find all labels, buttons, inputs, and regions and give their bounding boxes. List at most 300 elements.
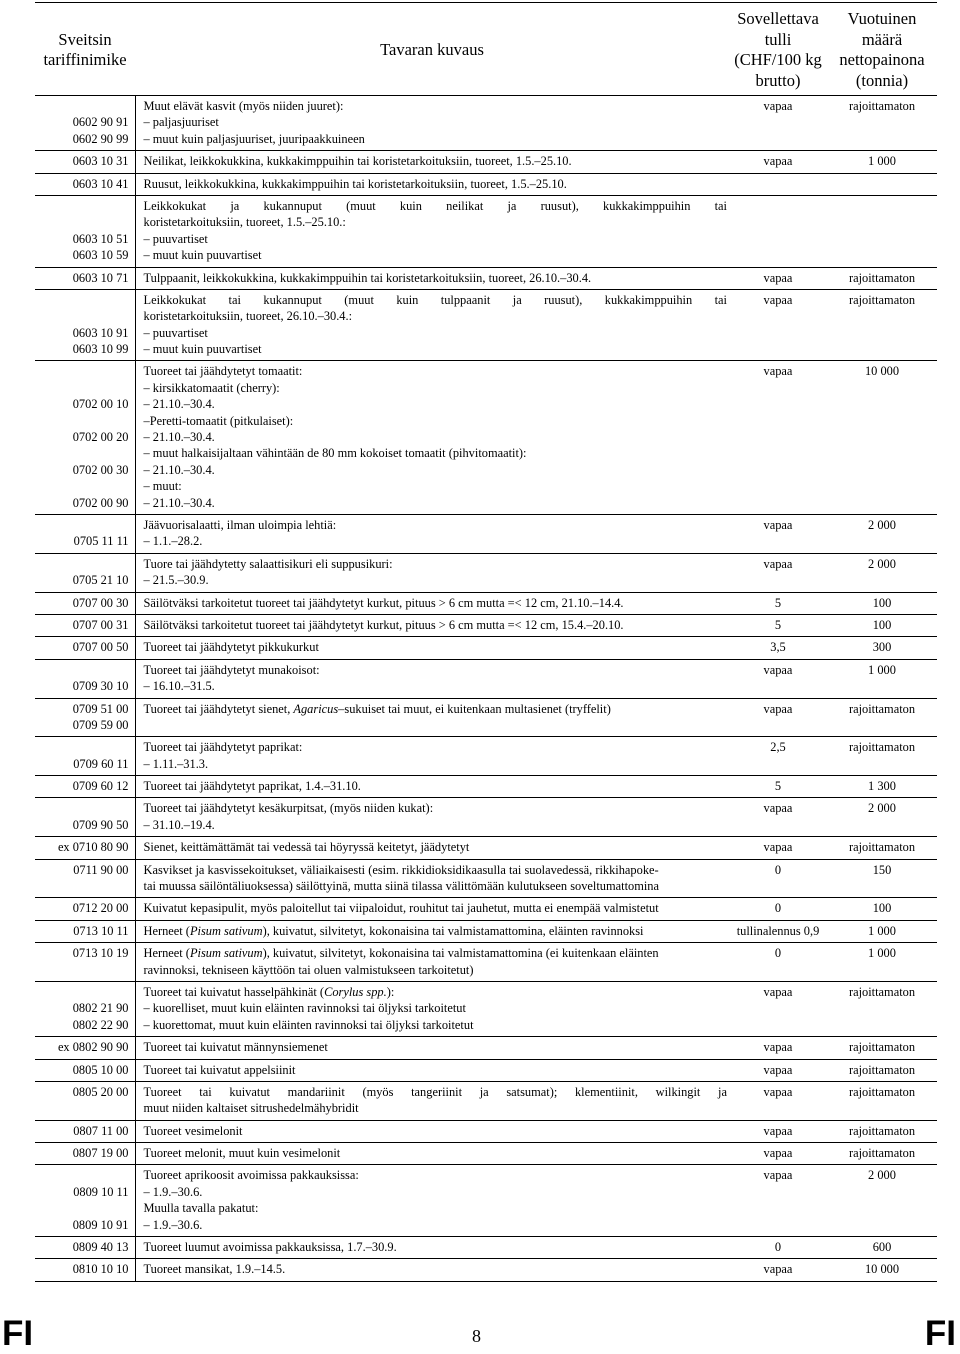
tariff-code: 0603 10 99 bbox=[72, 342, 129, 357]
duty-value-cell bbox=[729, 361, 827, 515]
duty-value-cell bbox=[729, 553, 827, 592]
quantity-value bbox=[829, 198, 935, 214]
quantity-value: 1 000 bbox=[868, 923, 896, 938]
duty-value-cell bbox=[729, 1237, 827, 1259]
tariff-code-cell bbox=[35, 637, 135, 659]
description-line-cell bbox=[135, 659, 729, 698]
duty-value bbox=[731, 176, 825, 192]
quantity-value-cell bbox=[827, 943, 937, 982]
quantity-value-cell bbox=[827, 737, 937, 776]
description-line-cell bbox=[135, 553, 729, 592]
tariff-code: 0809 40 13 bbox=[72, 1240, 129, 1255]
tariff-code-cell bbox=[35, 1259, 135, 1281]
tariff-code-cell bbox=[35, 1120, 135, 1142]
tariff-code-cell bbox=[35, 553, 135, 592]
quantity-value-cell bbox=[827, 837, 937, 859]
description-line-cell bbox=[135, 837, 729, 859]
tariff-code: 0603 10 59 bbox=[72, 248, 129, 263]
quantity-value: 10 000 bbox=[864, 364, 900, 379]
table-body bbox=[35, 96, 937, 1282]
quantity-value-cell bbox=[827, 173, 937, 195]
description-line: Tuoreet tai kuivatut hasselpähkinät (Corylus spp.): bbox=[143, 984, 395, 999]
table-row bbox=[35, 943, 937, 982]
quantity-value: rajoittamaton bbox=[848, 99, 916, 113]
description-line: Tuoreet tai jäähdytetyt sienet, Agaricus–sukuiset tai muut, ei kuitenkaan multasienet (tryffelit) bbox=[143, 701, 611, 716]
description-line: Tuoreet aprikoosit avoimissa pakkauksissa: bbox=[143, 1168, 359, 1183]
description-line: – paljasjuuriset bbox=[143, 115, 219, 130]
quantity-value: 2 000 bbox=[868, 556, 896, 571]
description-line-cell bbox=[135, 776, 729, 798]
description-line-cell bbox=[135, 737, 729, 776]
tariff-code: 0709 59 00 bbox=[72, 717, 129, 732]
quantity-value-cell bbox=[827, 1259, 937, 1281]
tariff-code bbox=[37, 984, 129, 1000]
table-row bbox=[35, 592, 937, 614]
duty-value: 5 bbox=[774, 617, 782, 632]
duty-value-cell bbox=[729, 614, 827, 636]
quantity-value-cell bbox=[827, 514, 937, 553]
quantity-value-cell bbox=[827, 659, 937, 698]
table-row bbox=[35, 1037, 937, 1059]
tariff-code: 0713 10 19 bbox=[72, 946, 129, 961]
tariff-code-cell bbox=[35, 614, 135, 636]
table-header bbox=[35, 3, 937, 96]
description-line-cell bbox=[135, 898, 729, 920]
description-line-cell bbox=[135, 637, 729, 659]
table-row bbox=[35, 1259, 937, 1281]
tariff-code bbox=[37, 413, 129, 429]
table-row bbox=[35, 1143, 937, 1165]
tariff-code-cell bbox=[35, 1165, 135, 1237]
description-line-cell bbox=[135, 592, 729, 614]
tariff-code: 0602 90 99 bbox=[72, 131, 129, 146]
description-line: – 1.11.–31.3. bbox=[143, 756, 209, 771]
description-line: Tuoreet tai jäähdytetyt paprikat, 1.4.–31.10. bbox=[143, 779, 361, 794]
quantity-value-cell bbox=[827, 1081, 937, 1120]
tariff-code: 0712 20 00 bbox=[72, 901, 129, 916]
description-line-cell bbox=[135, 1237, 729, 1259]
description-line-cell bbox=[135, 1165, 729, 1237]
tariff-code: 0805 20 00 bbox=[72, 1084, 129, 1099]
duty-value: 0 bbox=[774, 862, 782, 877]
description-line: – 16.10.–31.5. bbox=[143, 679, 215, 694]
table-row bbox=[35, 361, 937, 515]
description-line-cell bbox=[135, 195, 729, 267]
duty-value: 5 bbox=[774, 779, 782, 794]
quantity-value-cell bbox=[827, 1143, 937, 1165]
tariff-code-cell bbox=[35, 173, 135, 195]
duty-value-cell bbox=[729, 173, 827, 195]
description-line: koristetarkoituksiin, tuoreet, 26.10.–30.4.: bbox=[143, 309, 353, 324]
quantity-value-cell bbox=[827, 195, 937, 267]
description-line: Herneet (Pisum sativum), kuivatut, silvitetyt, kokonaisina tai valmistamattomina, eläinten ravinnoksi bbox=[143, 923, 644, 938]
duty-value: vapaa bbox=[763, 1262, 793, 1277]
description-line: – 21.5.–30.9. bbox=[143, 573, 209, 588]
duty-value: vapaa bbox=[763, 556, 793, 571]
page-number: 8 bbox=[472, 1326, 481, 1346]
table-row bbox=[35, 659, 937, 698]
tariff-code-cell bbox=[35, 361, 135, 515]
description-line: Tuoreet tai jäähdytetyt kesäkurpitsat, (myös niiden kukat): bbox=[143, 801, 434, 816]
duty-value: vapaa bbox=[763, 662, 793, 677]
description-line-cell bbox=[135, 151, 729, 173]
tariff-code-cell bbox=[35, 898, 135, 920]
tariff-code bbox=[37, 662, 129, 678]
description-line: – kuorelliset, muut kuin eläinten ravinnoksi tai öljyksi tarkoitetut bbox=[143, 1001, 466, 1016]
tariff-code bbox=[37, 800, 129, 816]
tariff-code-cell bbox=[35, 776, 135, 798]
tariff-code: 0602 90 91 bbox=[72, 115, 129, 130]
duty-value: vapaa bbox=[763, 154, 793, 169]
duty-value-cell bbox=[729, 737, 827, 776]
quantity-value-cell bbox=[827, 1120, 937, 1142]
tariff-code: 0802 22 90 bbox=[72, 1017, 129, 1032]
quantity-value: 10 000 bbox=[864, 1262, 900, 1277]
tariff-code: 0702 00 90 bbox=[72, 495, 129, 510]
duty-value: vapaa bbox=[763, 701, 793, 716]
description-line: Muut elävät kasvit (myös niiden juuret): bbox=[143, 99, 344, 113]
quantity-value: 100 bbox=[872, 595, 892, 610]
table-row bbox=[35, 173, 937, 195]
description-line: Herneet (Pisum sativum), kuivatut, silvitetyt, kokonaisina tai valmistamattomina (ei kuitenkaan eläinten bbox=[143, 946, 659, 961]
description-line: tai muussa säilöntäliuoksessa) säilöttyinä, mutta siinä tilassa välittömään kulutukseen soveltumattomina bbox=[143, 879, 660, 894]
table-row bbox=[35, 267, 937, 289]
description-line: Tuoreet tai jäähdytetyt tomaatit: bbox=[143, 364, 303, 379]
duty-value: vapaa bbox=[763, 1062, 793, 1077]
duty-value: tullinalennus 0,9 bbox=[736, 923, 820, 938]
tariff-code: 0702 00 10 bbox=[72, 397, 129, 412]
description-line: Tuore tai jäähdytetty salaattisikuri eli suppusikuri: bbox=[143, 556, 393, 571]
description-line: – 1.9.–30.6. bbox=[143, 1184, 203, 1199]
quantity-value-cell bbox=[827, 776, 937, 798]
language-code-left: FI bbox=[2, 1314, 34, 1353]
duty-value: vapaa bbox=[763, 517, 793, 532]
table-row bbox=[35, 96, 937, 151]
tariff-code: 0711 90 00 bbox=[73, 862, 129, 877]
table-row bbox=[35, 151, 937, 173]
quantity-value: 1 000 bbox=[868, 154, 896, 169]
tariff-code: 0805 10 00 bbox=[72, 1062, 129, 1077]
tariff-code: 0807 19 00 bbox=[72, 1146, 129, 1161]
description-line-cell bbox=[135, 614, 729, 636]
description-line-cell bbox=[135, 1037, 729, 1059]
duty-value-cell bbox=[729, 798, 827, 837]
tariff-code bbox=[37, 98, 129, 114]
quantity-value-cell bbox=[827, 151, 937, 173]
table-row bbox=[35, 637, 937, 659]
tariff-code-cell bbox=[35, 1037, 135, 1059]
description-line: Säilötväksi tarkoitetut tuoreet tai jäähdytetyt kurkut, pituus > 6 cm mutta =< 12 cm, 15.4.–20.10. bbox=[143, 617, 624, 632]
description-line: Tuoreet tai kuivatut appelsiinit bbox=[143, 1062, 296, 1077]
quantity-value-cell bbox=[827, 1059, 937, 1081]
tariff-code bbox=[37, 739, 129, 755]
quantity-value: rajoittamaton bbox=[848, 270, 916, 285]
tariff-code-cell bbox=[35, 698, 135, 737]
description-line-cell bbox=[135, 981, 729, 1036]
quantity-value: 1 000 bbox=[868, 662, 896, 677]
quantity-value: 600 bbox=[872, 1240, 892, 1255]
tariff-code-cell bbox=[35, 267, 135, 289]
tariff-code-cell bbox=[35, 943, 135, 982]
duty-value-cell bbox=[729, 859, 827, 898]
table-row bbox=[35, 514, 937, 553]
description-line-cell bbox=[135, 96, 729, 151]
quantity-value: 2 000 bbox=[868, 1168, 896, 1183]
tariff-code bbox=[37, 517, 129, 533]
description-line-cell bbox=[135, 267, 729, 289]
description-line: – puuvartiset bbox=[143, 231, 208, 246]
quantity-value-cell bbox=[827, 1237, 937, 1259]
quantity-value: 300 bbox=[872, 640, 892, 655]
description-line: Tuoreet tai jäähdytetyt munakoisot: bbox=[143, 662, 320, 677]
tariff-code: 0709 60 12 bbox=[72, 779, 129, 794]
quantity-value: 100 bbox=[872, 901, 892, 916]
description-line: Tuoreet tai kuivatut männynsiemenet bbox=[143, 1040, 328, 1055]
tariff-code bbox=[37, 1167, 129, 1183]
tariff-code: 0810 10 10 bbox=[72, 1262, 129, 1277]
description-line: – 1.9.–30.6. bbox=[143, 1217, 203, 1232]
table-row bbox=[35, 798, 937, 837]
quantity-value-cell bbox=[827, 592, 937, 614]
description-line: – kuorettomat, muut kuin eläinten ravinnoksi tai öljyksi tarkoitetut bbox=[143, 1017, 474, 1032]
duty-value-cell bbox=[729, 96, 827, 151]
description-line: – 21.10.–30.4. bbox=[143, 462, 215, 477]
table-row bbox=[35, 553, 937, 592]
duty-value-cell bbox=[729, 1037, 827, 1059]
duty-value-cell bbox=[729, 1081, 827, 1120]
quantity-value-cell bbox=[827, 361, 937, 515]
tariff-code bbox=[37, 1200, 129, 1216]
table-row bbox=[35, 920, 937, 942]
duty-value-cell bbox=[729, 776, 827, 798]
description-line-cell bbox=[135, 859, 729, 898]
table-row bbox=[35, 1237, 937, 1259]
quantity-value-cell bbox=[827, 798, 937, 837]
tariff-code: 0713 10 11 bbox=[73, 923, 129, 938]
description-line-cell bbox=[135, 920, 729, 942]
duty-value-cell bbox=[729, 698, 827, 737]
quantity-value: rajoittamaton bbox=[848, 984, 916, 999]
quantity-value-cell bbox=[827, 898, 937, 920]
description-line: – muut kuin puuvartiset bbox=[143, 342, 262, 357]
description-line: Säilötväksi tarkoitetut tuoreet tai jäähdytetyt kurkut, pituus > 6 cm mutta =< 12 cm, 21.10.–14.4. bbox=[143, 595, 624, 610]
tariff-table bbox=[35, 2, 937, 1282]
quantity-value: rajoittamaton bbox=[848, 1146, 916, 1161]
duty-value-cell bbox=[729, 920, 827, 942]
table-row bbox=[35, 776, 937, 798]
description-line: muut niiden kaltaiset sitrushedelmähybridit bbox=[143, 1101, 359, 1116]
duty-value-cell bbox=[729, 592, 827, 614]
duty-value: vapaa bbox=[763, 1123, 793, 1138]
tariff-code: 0603 10 71 bbox=[72, 270, 129, 285]
tariff-code: 0809 10 91 bbox=[72, 1217, 129, 1232]
quantity-value-cell bbox=[827, 859, 937, 898]
description-line: – muut: bbox=[143, 479, 182, 494]
table-row bbox=[35, 1081, 937, 1120]
tariff-code: 0707 00 31 bbox=[72, 617, 129, 632]
description-line-cell bbox=[135, 943, 729, 982]
description-line: – muut kuin puuvartiset bbox=[143, 248, 262, 263]
duty-value: 5 bbox=[774, 595, 782, 610]
duty-value: vapaa bbox=[763, 270, 793, 285]
table-row bbox=[35, 1059, 937, 1081]
description-line: Jäävuorisalaatti, ilman uloimpia lehtiä: bbox=[143, 517, 337, 532]
description-line-cell bbox=[135, 798, 729, 837]
tariff-code: 0802 21 90 bbox=[72, 1001, 129, 1016]
description-line: – 21.10.–30.4. bbox=[143, 430, 215, 445]
tariff-code: 0809 10 11 bbox=[73, 1184, 129, 1199]
duty-value-cell bbox=[729, 151, 827, 173]
duty-value: vapaa bbox=[763, 1040, 793, 1055]
header-duty: Sovellettava tulli (CHF/100 kg brutto) bbox=[729, 3, 827, 96]
duty-value-cell bbox=[729, 981, 827, 1036]
quantity-value: rajoittamaton bbox=[848, 701, 916, 716]
description-line-cell bbox=[135, 361, 729, 515]
tariff-code-cell bbox=[35, 1143, 135, 1165]
tariff-code: 0702 00 20 bbox=[72, 430, 129, 445]
duty-value: 2,5 bbox=[770, 740, 786, 755]
duty-value: vapaa bbox=[763, 801, 793, 816]
duty-value: 0 bbox=[774, 901, 782, 916]
tariff-code: ex 0710 80 90 bbox=[57, 840, 129, 855]
tariff-code bbox=[37, 214, 129, 230]
table-row bbox=[35, 614, 937, 636]
description-line: –Peretti-tomaatit (pitkulaiset): bbox=[143, 413, 294, 428]
tariff-code: 0707 00 30 bbox=[72, 595, 129, 610]
duty-value bbox=[731, 198, 825, 214]
description-line-cell bbox=[135, 698, 729, 737]
description-line: – muut kuin paljasjuuriset, juuripaakkuineen bbox=[143, 131, 365, 146]
tariff-code-cell bbox=[35, 737, 135, 776]
tariff-code-cell bbox=[35, 798, 135, 837]
table-row bbox=[35, 195, 937, 267]
quantity-value: rajoittamaton bbox=[848, 1040, 916, 1055]
description-line: – kirsikkatomaatit (cherry): bbox=[143, 380, 280, 395]
description-line: Leikkokukat ja kukannuput (muut kuin neilikat ja ruusut), kukkakimppuihin tai bbox=[143, 198, 727, 213]
description-line: – 21.10.–30.4. bbox=[143, 495, 215, 510]
tariff-code-cell bbox=[35, 1059, 135, 1081]
description-line: Tuoreet melonit, muut kuin vesimelonit bbox=[143, 1146, 341, 1161]
quantity-value-cell bbox=[827, 920, 937, 942]
description-line: – puuvartiset bbox=[143, 325, 208, 340]
header-code: Sveitsin tariffinimike bbox=[35, 3, 135, 96]
tariff-code bbox=[37, 380, 129, 396]
tariff-code bbox=[37, 292, 129, 308]
tariff-code: ex 0802 90 90 bbox=[57, 1040, 129, 1055]
description-line: Leikkokukat tai kukannuput (muut kuin tulppaanit ja ruusut), kukkakimppuihin tai bbox=[143, 292, 727, 307]
duty-value: vapaa bbox=[763, 840, 793, 855]
duty-value-cell bbox=[729, 195, 827, 267]
quantity-value: rajoittamaton bbox=[848, 740, 916, 755]
tariff-code: 0709 51 00 bbox=[72, 701, 129, 716]
quantity-value: 1 300 bbox=[868, 779, 896, 794]
tariff-code-cell bbox=[35, 920, 135, 942]
quantity-value: 100 bbox=[872, 617, 892, 632]
duty-value: 0 bbox=[774, 946, 782, 961]
tariff-code-cell bbox=[35, 289, 135, 361]
tariff-code-cell bbox=[35, 96, 135, 151]
header-description: Tavaran kuvaus bbox=[135, 3, 729, 96]
quantity-value-cell bbox=[827, 637, 937, 659]
description-line-cell bbox=[135, 173, 729, 195]
tariff-code: 0603 10 31 bbox=[72, 154, 129, 169]
tariff-code-cell bbox=[35, 592, 135, 614]
duty-value-cell bbox=[729, 1120, 827, 1142]
tariff-code bbox=[37, 363, 129, 379]
tariff-code-cell bbox=[35, 1237, 135, 1259]
description-line: Tuoreet vesimelonit bbox=[143, 1123, 243, 1138]
quantity-value: rajoittamaton bbox=[848, 840, 916, 855]
quantity-value: rajoittamaton bbox=[848, 1123, 916, 1138]
description-line: koristetarkoituksiin, tuoreet, 1.5.–25.10.: bbox=[143, 215, 346, 230]
duty-value: vapaa bbox=[763, 1084, 793, 1099]
quantity-value-cell bbox=[827, 1165, 937, 1237]
duty-value: vapaa bbox=[763, 984, 793, 999]
duty-value: vapaa bbox=[763, 1146, 793, 1161]
description-line: – 31.10.–19.4. bbox=[143, 817, 215, 832]
duty-value-cell bbox=[729, 943, 827, 982]
tariff-code: 0709 90 50 bbox=[72, 817, 129, 832]
tariff-code: 0705 11 11 bbox=[73, 534, 129, 549]
description-line: – 21.10.–30.4. bbox=[143, 397, 215, 412]
quantity-value-cell bbox=[827, 1037, 937, 1059]
description-line: ravinnoksi, tekniseen käyttöön tai oluen valmistukseen tarkoitetut) bbox=[143, 962, 474, 977]
tariff-code bbox=[37, 445, 129, 461]
tariff-code bbox=[37, 308, 129, 324]
duty-value: vapaa bbox=[763, 292, 793, 307]
description-line-cell bbox=[135, 1059, 729, 1081]
description-line: Kuivatut kepasipulit, myös paloitellut tai viipaloidut, rouhitut tai jauhetut, mutta ei enempää valmistetut bbox=[143, 901, 659, 916]
tariff-code-cell bbox=[35, 837, 135, 859]
description-line-cell bbox=[135, 1143, 729, 1165]
tariff-code-cell bbox=[35, 659, 135, 698]
quantity-value-cell bbox=[827, 698, 937, 737]
description-line: Tulppaanit, leikkokukkina, kukkakimppuihin tai koristetarkoituksiin, tuoreet, 26.10.–30.4. bbox=[143, 270, 592, 285]
duty-value-cell bbox=[729, 267, 827, 289]
duty-value: vapaa bbox=[763, 1168, 793, 1183]
quantity-value-cell bbox=[827, 96, 937, 151]
description-line: – 1.1.–28.2. bbox=[143, 534, 203, 549]
tariff-code-cell bbox=[35, 859, 135, 898]
page-footer bbox=[0, 1310, 960, 1353]
tariff-code-cell bbox=[35, 195, 135, 267]
duty-value: vapaa bbox=[763, 99, 793, 113]
description-line: Tuoreet tai kuivatut mandariinit (myös tangeriinit ja satsumat); klementiinit, wilkingit ja bbox=[143, 1084, 727, 1099]
tariff-code: 0702 00 30 bbox=[72, 462, 129, 477]
quantity-value-cell bbox=[827, 267, 937, 289]
table-row bbox=[35, 859, 937, 898]
table-row bbox=[35, 981, 937, 1036]
language-code-right: FI bbox=[924, 1314, 956, 1353]
duty-value-cell bbox=[729, 1165, 827, 1237]
description-line: Sienet, keittämättämät tai vedessä tai höyryssä keitetyt, jäädytetyt bbox=[143, 840, 470, 855]
tariff-code: 0807 11 00 bbox=[73, 1123, 129, 1138]
description-line-cell bbox=[135, 1120, 729, 1142]
duty-value-cell bbox=[729, 898, 827, 920]
quantity-value: rajoittamaton bbox=[848, 292, 916, 307]
duty-value-cell bbox=[729, 1143, 827, 1165]
tariff-code bbox=[37, 198, 129, 214]
tariff-code-cell bbox=[35, 151, 135, 173]
quantity-value-cell bbox=[827, 553, 937, 592]
tariff-code-cell bbox=[35, 514, 135, 553]
duty-value: 3,5 bbox=[770, 640, 786, 655]
tariff-code: 0603 10 91 bbox=[72, 325, 129, 340]
table-row bbox=[35, 1165, 937, 1237]
tariff-code: 0603 10 41 bbox=[72, 176, 129, 191]
description-line: Neilikat, leikkokukkina, kukkakimppuihin tai koristetarkoituksiin, tuoreet, 1.5.–25.10. bbox=[143, 154, 572, 169]
duty-value-cell bbox=[729, 637, 827, 659]
